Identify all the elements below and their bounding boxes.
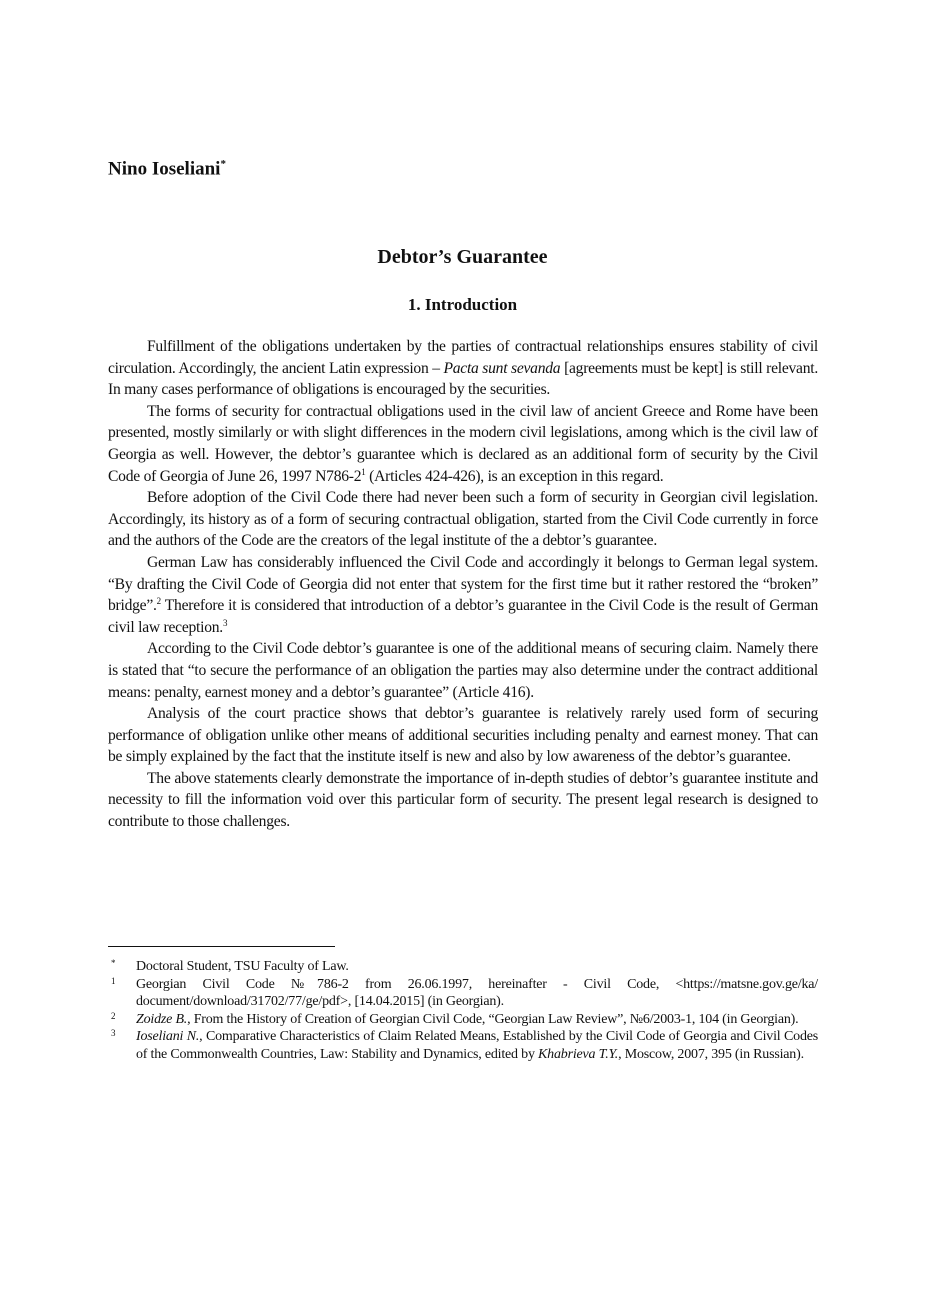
italic-text: Ioseliani N.	[136, 1029, 200, 1045]
footnotes	[108, 958, 818, 1064]
paragraph	[108, 768, 818, 833]
text-run: , From the History of Creation of Georgian Civil Code, “Georgian Law Review”, №6/2003-1, 104 (in Georgian).	[187, 1011, 799, 1027]
text-run: German Law has considerably influenced the Civil Code and accordingly it belongs to German legal system. “By drafting the Civil Code of Georgia did not enter that system for the first time but it rather restored the “broken” bridge”.	[108, 553, 818, 615]
text-run: Doctoral Student, TSU Faculty of Law.	[136, 959, 349, 974]
italic-text: Khabrieva T.Y.	[538, 1046, 619, 1062]
footnote-divider	[108, 946, 335, 947]
text-run: , Moscow, 2007, 395 (in Russian).	[618, 1046, 804, 1062]
article-title-text: Debtor’s Guarantee	[377, 246, 548, 268]
author-name	[108, 158, 226, 180]
text-run: Therefore it is considered that introduction of a debtor’s guarantee in the Civil Code is the result of German civil law reception.	[108, 597, 818, 636]
paragraph	[108, 552, 818, 638]
footnote-reference: 2	[156, 595, 161, 606]
paragraph	[108, 336, 818, 401]
text-run: Analysis of the court practice shows that debtor’s guarantee is relatively rarely used form of securing performance of obligation unlike other means of additional securities including penalty and earnest money. That can be simply explained by the fact that the institute itself is new and also by low awareness of the debtor’s guarantee.	[108, 705, 818, 766]
text-run: According to the Civil Code debtor’s guarantee is one of the additional means of securing claim. Namely there is stated that “to secure the performance of an obligation the parties may also determine under the contract additional means: penalty, earnest money and a debtor’s guarantee” (Article 416).	[108, 640, 818, 701]
paragraph	[108, 401, 818, 487]
author-name-text: Nino Ioseliani	[108, 158, 221, 180]
section-heading: 1. Introduction	[407, 295, 518, 314]
paragraph	[108, 703, 818, 768]
footnote	[108, 1011, 818, 1029]
article-body	[108, 336, 818, 833]
footnote-reference: 1	[361, 466, 366, 477]
footnote-mark: *	[111, 958, 116, 968]
footnote-mark: 1	[111, 975, 116, 986]
italic-text: Zoidze B.	[136, 1011, 188, 1027]
footnote	[108, 976, 818, 1011]
footnote-mark: 2	[111, 1010, 116, 1021]
text-run: Georgian Civil Code №786-2 from 26.06.1997, hereinafter - Civil Code, <https://matsne.gov.ge/ka/ document/download/31702/77/ge/pdf>, [14.04.2015] (in Georgian).	[136, 976, 818, 1010]
paragraph	[108, 638, 818, 703]
text-run: [agreements must be kept] is still relevant. In many cases performance of obligations is encouraged by the securities.	[108, 359, 819, 399]
text-run: , Comparative Characteristics of Claim Related Means, Established by the Civil Code of Georgia and Civil Codes of the Commonwealth Countries, Law: Stability and Dynamics, edited by	[136, 1029, 819, 1062]
footnote	[108, 1028, 818, 1063]
paragraph	[108, 487, 818, 552]
footnote-reference: 3	[222, 617, 228, 628]
text-run: Fulfillment of the obligations undertaken by the parties of contractual relationships ensures stability of civil circulation. Accordingly, the ancient Latin expression –	[108, 338, 818, 377]
author-footnote-mark: *	[220, 158, 226, 170]
article-title	[0, 246, 925, 269]
text-run: The above statements clearly demonstrate the importance of in-depth studies of debtor’s guarantee institute and necessity to fill the information void over this particular form of security. The present legal research is designed to contribute to those challenges.	[108, 769, 818, 831]
text-run: The forms of security for contractual obligations used in the civil law of ancient Greece and Rome have been presented, mostly similarly or with slight differences in the modern civil legislations, among which is the civil law of Georgia as well. However, the debtor’s guarantee which is declared as an additional form of security by the Civil Code of Georgia of June 26, 1997 N786-2	[108, 402, 818, 485]
text-run: Before adoption of the Civil Code there had never been such a form of security in Georgian civil legislation. Accordingly, its history as of a form of securing contractual obligation, started from the Civil Code currently in force and the authors of the Code are the creators of the legal institute of the a debtor’s guarantee.	[108, 489, 818, 550]
italic-text: Pacta sunt sevanda	[443, 359, 561, 377]
footnote	[108, 958, 818, 976]
text-run: (Articles 424-426), is an exception in this regard.	[365, 467, 664, 485]
footnote-mark: 3	[111, 1028, 116, 1039]
